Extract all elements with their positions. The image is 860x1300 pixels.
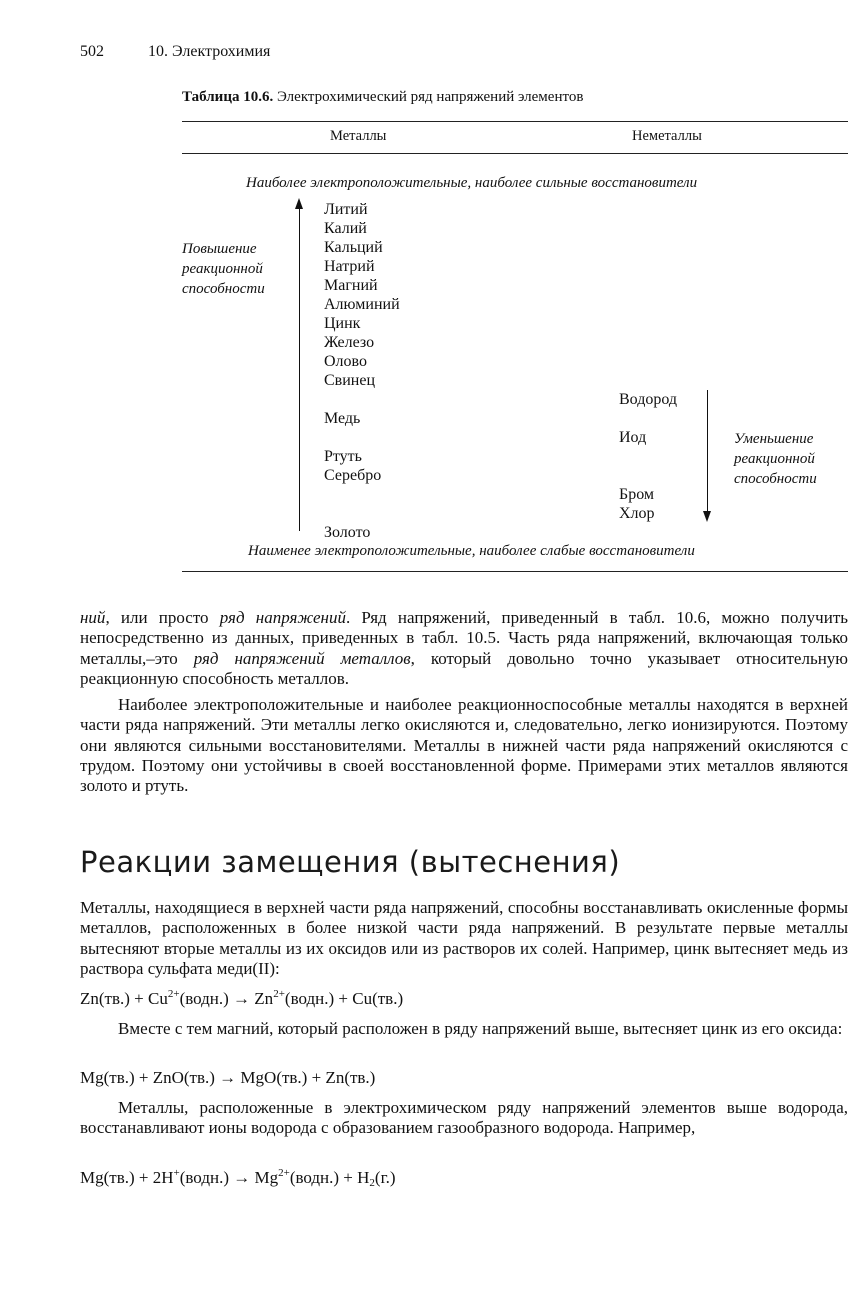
col-header-metals: Металлы <box>330 128 387 144</box>
nonmetal-item: Хлор <box>619 505 655 522</box>
nonmetal-item: Водород <box>619 391 678 408</box>
paragraph-2: Наиболее электроположительные и наиболее реакционноспособные металлы находятся в верхней части ряда напряжений. Эти металлы легко окисляются и, следовательно, легко ионизируются. Поэтому они являются сильными восстановителями. Металлы в нижней части ряда напряжений окисляются с трудом. Поэтому они устойчивы в своей восстановленной форме. Примерами этих металлов являются золото и ртуть. <box>80 695 848 796</box>
paragraph-4: Вместе с тем магний, который расположен в ряду напряжений выше, вытесняет цинк из его оксида: <box>118 1019 843 1038</box>
bottom-note: Наименее электроположительные, наиболее слабые восстановители <box>248 543 695 559</box>
metal-item: Железо <box>324 334 375 351</box>
metal-item: Цинк <box>324 315 361 332</box>
right-side-label: Уменьшение реакционной способности <box>734 431 817 487</box>
metal-item: Натрий <box>324 258 375 275</box>
nonmetal-item: Иод <box>619 429 647 446</box>
col-header-nonmetals: Неметаллы <box>632 128 702 144</box>
metal-item: Кальций <box>324 239 383 256</box>
table-caption-label: Таблица 10.6. <box>182 89 274 105</box>
metal-item: Серебро <box>324 467 382 484</box>
table-bottom-rule <box>182 571 848 572</box>
left-side-label: Повышение реакционной способности <box>182 241 265 297</box>
left-arrow-line <box>299 206 300 531</box>
metal-item: Калий <box>324 220 367 237</box>
metal-item: Золото <box>324 524 371 541</box>
paragraph-3: Металлы, находящиеся в верхней части ряда напряжений, способны восстанавливать окисленные формы металлов, расположенных в более низкой части ряда напряжений. В результате первые металлы вытесняют вторые металлы из их оксидов или из растворов их солей. Например, цинк вытесняет медь из раствора сульфата меди(II): <box>80 898 848 978</box>
paragraph-5: Металлы, расположенные в электрохимическом ряду напряжений элементов выше водорода, восстанавливают ионы водорода с образованием газообразного водорода. Например, <box>80 1098 848 1138</box>
section-heading: Реакции замещения (вытеснения) <box>80 845 621 879</box>
metal-item: Свинец <box>324 372 376 389</box>
equation-1: $Zn(тв.) + Cu^{2+}(водн.)$ → $Zn^{2+}(водн.) + Cu(тв.)$ <box>80 988 404 1008</box>
metal-item: Алюминий <box>324 296 400 313</box>
table-header-rule <box>182 153 848 154</box>
page-number: 502 <box>80 43 104 60</box>
chapter-title: 10. Электрохимия <box>148 43 271 60</box>
metal-item: Ртуть <box>324 448 362 465</box>
metal-item: Литий <box>324 201 368 218</box>
nonmetal-item: Бром <box>619 486 655 503</box>
table-top-rule <box>182 121 848 122</box>
metal-item: Олово <box>324 353 367 370</box>
paragraph-1: ний, или просто ряд напряжений. Ряд напряжений, приведенный в табл. 10.6, можно получить непосредственно из данных, приведенных в табл. 10.5. Часть ряда напряжений, включающая только металлы,–это ряд напряжений металлов, который довольно точно указывает относительную реакционную способность металлов. <box>80 608 848 688</box>
top-note: Наиболее электроположительные, наиболее сильные восстановители <box>246 175 698 191</box>
table-caption <box>182 89 583 106</box>
arrow-down-icon <box>703 511 711 522</box>
metal-item: Медь <box>324 410 361 427</box>
equation-3: Mg(тв.) + 2H+(водн.) → $Mg^{2+}(водн.) + H_2(г.)$ <box>80 1167 396 1189</box>
right-arrow-line <box>707 390 708 512</box>
equation-2: Mg(тв.) + ZnO(тв.) → MgO(тв.) + Zn(тв.) <box>80 1068 376 1087</box>
table-caption-text: Электрохимический ряд напряжений элементов <box>276 89 584 105</box>
metal-item: Магний <box>324 277 378 294</box>
